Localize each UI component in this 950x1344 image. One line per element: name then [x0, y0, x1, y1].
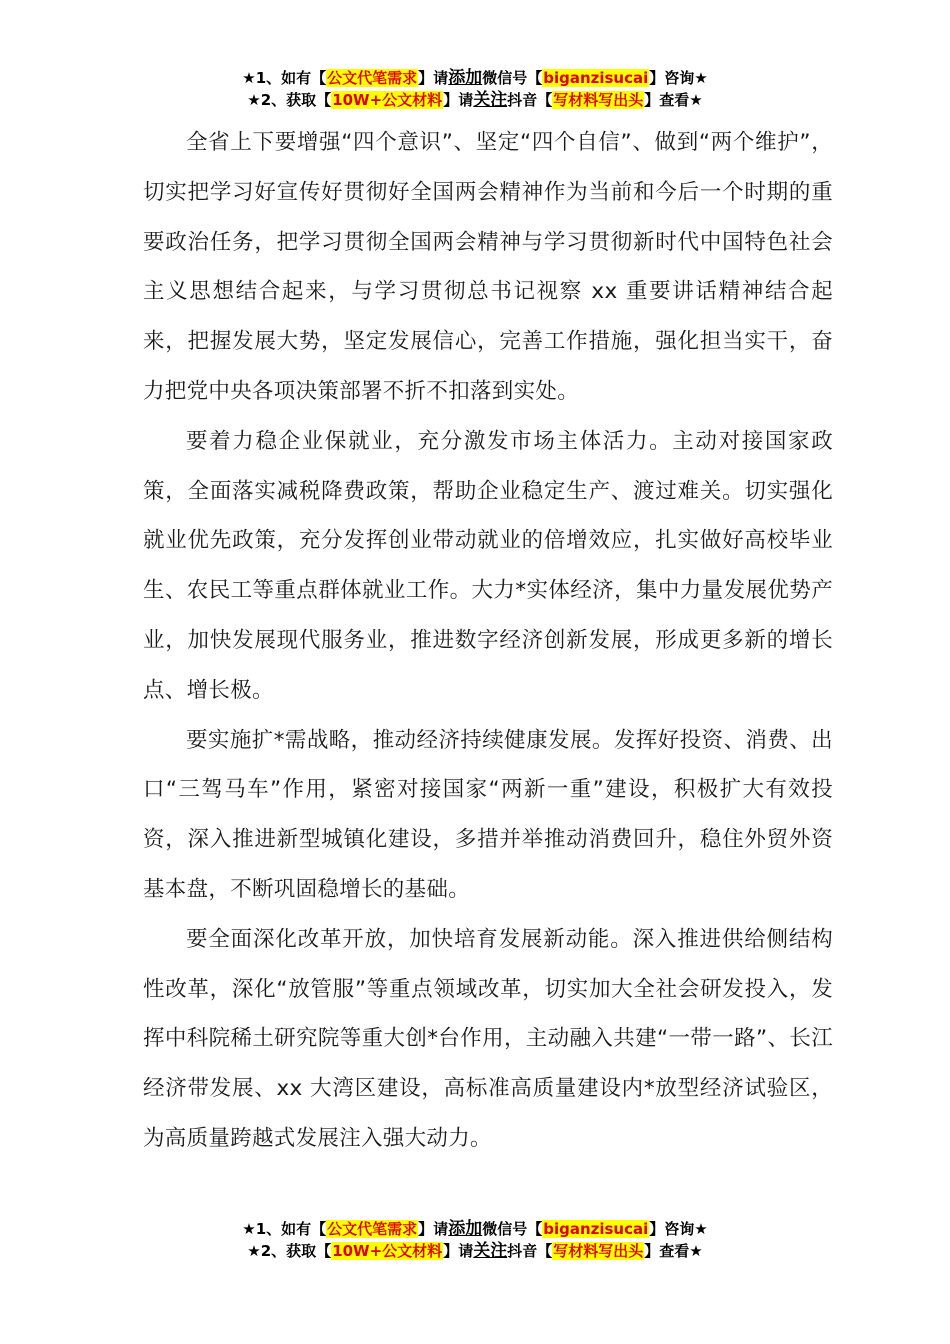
promo-text: 】请	[418, 1220, 449, 1238]
promo-text: 抖音【	[507, 91, 553, 109]
promo-underline: 添加	[448, 1219, 483, 1239]
document-body	[143, 118, 833, 1164]
promo-text: 】请	[418, 69, 449, 87]
promo-text: 】查看★	[644, 91, 703, 109]
promo-highlight: 10W+公文材料	[332, 1242, 443, 1260]
promo-line-1	[0, 1218, 950, 1240]
promo-highlight: 公文代笔需求	[327, 1220, 418, 1238]
body-paragraph: 全省上下要增强“四个意识”、坚定“四个自信”、做到“两个维护”，切实把学习好宣传好贯彻好全国两会精神作为当前和今后一个时期的重要政治任务，把学习贯彻全国两会精神与学习贯彻新时代中国特色社会主义思想结合起来，与学习贯彻总书记视察 xx 重要讲话精神结合起来，把握发展大势，坚定发展信心，完善工作措施，强化担当实干，奋力把党中央各项决策部署不折不扣落到实处。	[143, 130, 833, 404]
body-paragraph: 要全面深化改革开放，加快培育发展新动能。深入推进供给侧结构性改革，深化“放管服”等重点领域改革，切实加大全社会研发投入，发挥中科院稀土研究院等重大创*台作用，主动融入共建“一带一路”、长江经济带发展、xx 大湾区建设，高标准高质量建设内*放型经济试验区，为高质量跨越式发展注入强大动力。	[143, 926, 833, 1151]
promo-highlight-wechat-id: biganzisucai	[543, 1220, 649, 1238]
promo-text: 】咨询★	[649, 69, 708, 87]
promo-line-2	[0, 1240, 950, 1262]
promo-line-1	[0, 67, 950, 89]
promo-text: 抖音【	[507, 1242, 553, 1260]
promo-underline: 关注	[473, 1241, 508, 1261]
promo-highlight: 10W+公文材料	[332, 91, 443, 109]
promo-text: 】请	[443, 91, 474, 109]
promo-highlight-wechat-id: biganzisucai	[543, 69, 649, 87]
promo-banner-bottom	[0, 1218, 950, 1262]
promo-text: 微信号【	[482, 69, 543, 87]
body-paragraph: 要实施扩*需战略，推动经济持续健康发展。发挥好投资、消费、出口“三驾马车”作用，紧密对接国家“两新一重”建设，积极扩大有效投资，深入推进新型城镇化建设，多措并举推动消费回升，稳住外贸外资基本盘，不断巩固稳增长的基础。	[143, 727, 833, 902]
promo-text: 】查看★	[644, 1242, 703, 1260]
promo-banner-top	[0, 67, 950, 111]
promo-text: ★2、获取【	[247, 91, 332, 109]
promo-text: 微信号【	[482, 1220, 543, 1238]
promo-text: ★2、获取【	[247, 1242, 332, 1260]
promo-text: 】请	[443, 1242, 474, 1260]
promo-highlight-douyin-id: 写材料写出头	[553, 1242, 644, 1260]
body-paragraph: 要着力稳企业保就业，充分激发市场主体活力。主动对接国家政策，全面落实减税降费政策，帮助企业稳定生产、渡过难关。切实强化就业优先政策，充分发挥创业带动就业的倍增效应，扎实做好高校毕业生、农民工等重点群体就业工作。大力*实体经济，集中力量发展优势产业，加快发展现代服务业，推进数字经济创新发展，形成更多新的增长点、增长极。	[143, 428, 833, 703]
promo-underline: 关注	[473, 90, 508, 110]
promo-text: ★1、如有【	[242, 69, 327, 87]
promo-underline: 添加	[448, 68, 483, 88]
promo-text: ★1、如有【	[242, 1220, 327, 1238]
promo-highlight: 公文代笔需求	[327, 69, 418, 87]
promo-highlight-douyin-id: 写材料写出头	[553, 91, 644, 109]
promo-line-2	[0, 89, 950, 111]
promo-text: 】咨询★	[649, 1220, 708, 1238]
